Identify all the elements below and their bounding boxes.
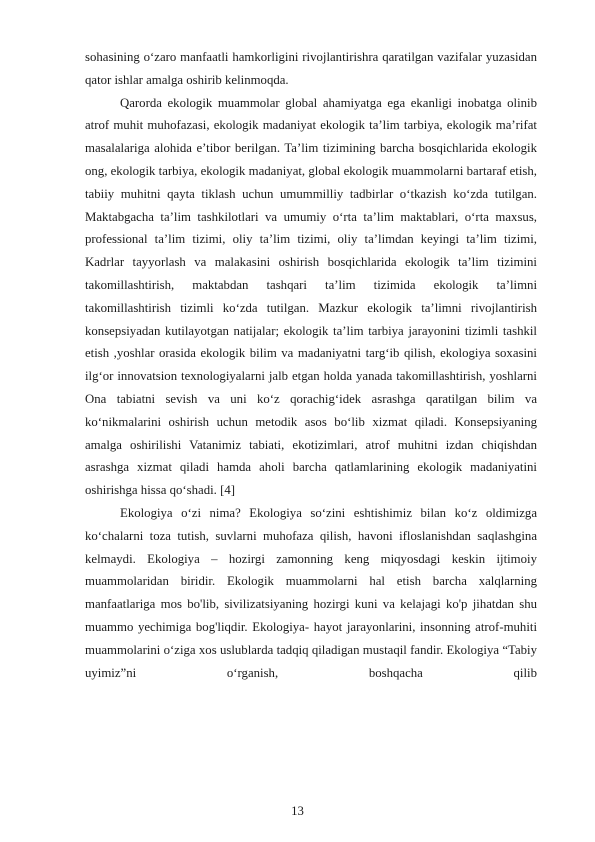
paragraph-continuation: sohasining o‘zaro manfaatli hamkorligini rivojlantirishra qaratilgan vazifalar yuzasidan qator ishlar amalga oshirib kelinmoqda. xyxy=(85,50,537,87)
body-text xyxy=(85,46,537,684)
paragraph-decree: Qarorda ekologik muammolar global ahamiyatga ega ekanligi inobatga olinib atrof muhit muhofazasi, ekologik madaniyat ekologik ta’lim tarbiya, ekologik ma’rifat masalalariga alohida e’tibor berilgan. Ta’lim tizimining barcha bosqichlarida ekologik ong, ekologik tarbiya, ekologik madaniyat, global ekologik muammolarni bartaraf etish, tabiiy muhitni qayta tiklash uchun umummilliy tadbirlar o‘tkazish ko‘zda tutilgan. Maktabgacha ta’lim tashkilotlari va umumiy o‘rta ta’lim maktablari, o‘rta maxsus, professional ta’lim tizimi, oliy ta’lim tizimi, oliy ta’limdan keyingi ta’lim tizimi, Kadrlar tayyorlash va malakasini oshirish bosqichlarida ekologik ta’lim tizimini takomillashtirish, maktabdan tashqari ta’lim tizimida ekologik ta’limni takomillashtirish tizimli ko‘zda tutilgan. Mazkur ekologik ta’limni rivojlantirish konsepsiyadan kutilayotgan natijalar; ekologik ta’lim tarbiya jarayonini tizimli tashkil etish ,yoshlar orasida ekologik bilim va madaniyatni targ‘ib qilish, ekologiya soxasini ilg‘or innovatsion texnologiyalarni jalb etgan holda yanada takomillashtirish, yoshlarni Ona tabiatni sevish va uni ko‘z qorachig‘idek asrashga qaratilgan bilim va ko‘nikmalarini oshirish uchun metodik asos bo‘lib xizmat qiladi. Konsepsiyaning amalga oshirilishi Vatanimiz tabiati, ekotizimlari, atrof muhitni izdan chiqishdan asrashga xizmat qiladi hamda aholi barcha qatlamlarining ekologik madaniyatini oshirishga hissa qo‘shadi. [4] xyxy=(85,95,537,498)
paragraph-ecology: Ekologiya o‘zi nima? Ekologiya so‘zini eshtishimiz bilan ko‘z oldimizga ko‘chalarni toza tutish, suvlarni muhofaza qilish, havoni ifloslanishdan saqlashgina kelmaydi. Ekologiya – hozirgi zamonning keng miqyosdagi keskin ijtimoiy muammolaridan biridir. Ekologik muammolarni hal etish barcha xalqlarning manfaatlariga mos bo'lib, sivilizatsiyaning hozirgi kuni va kelajagi ko'p jihatdan shu muammo yechimiga bog'liqdir. Ekologiya- hayot jarayonlarini, insonning atrof-muhiti muammolarini o‘ziga xos uslublarda tadqiq qiladigan mustaqil fandir. Ekologiya “Tabiy uyimiz”ni o‘rganish, boshqacha qilib xyxy=(85,505,537,680)
page-number: 13 xyxy=(291,804,304,818)
